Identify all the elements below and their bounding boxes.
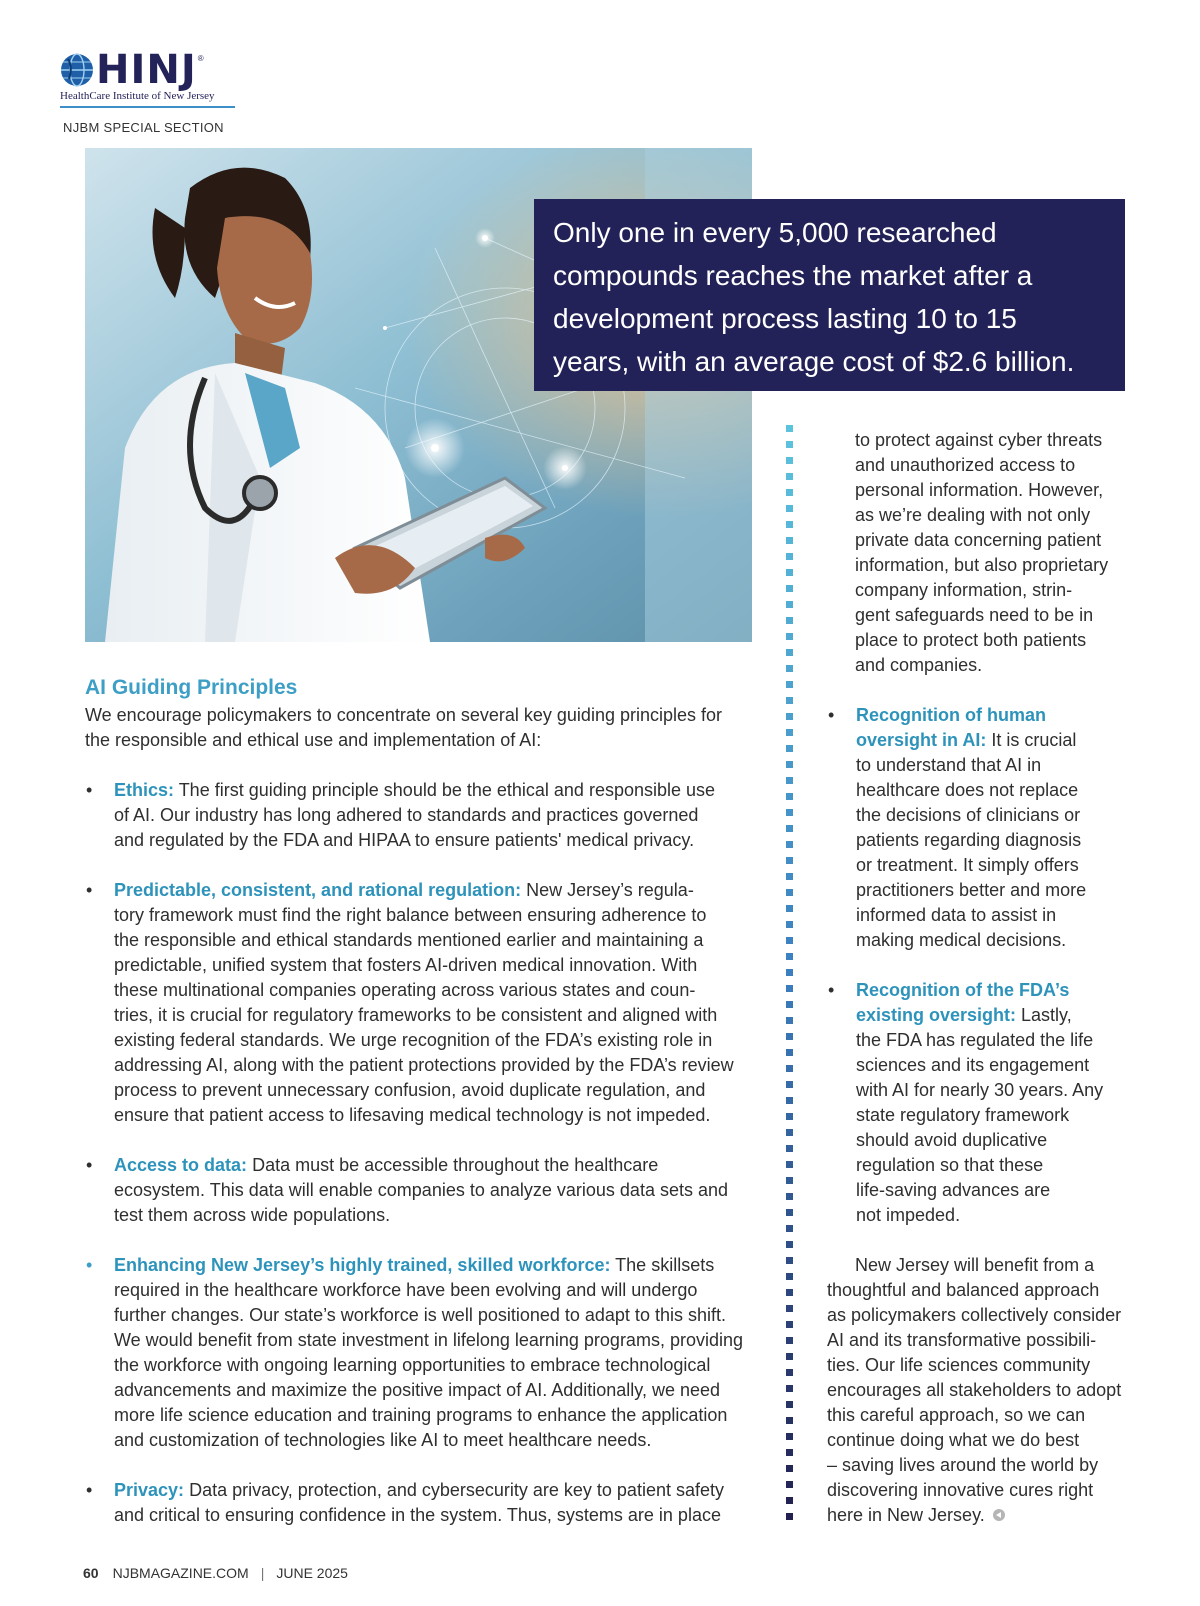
divider-dot bbox=[786, 489, 793, 496]
divider-dot bbox=[786, 1305, 793, 1312]
divider-dot bbox=[786, 1273, 793, 1280]
divider-dot bbox=[786, 1049, 793, 1056]
divider-dot bbox=[786, 841, 793, 848]
divider-dot bbox=[786, 1353, 793, 1360]
divider-dot bbox=[786, 1065, 793, 1072]
divider-dot bbox=[786, 777, 793, 784]
divider-dot bbox=[786, 553, 793, 560]
divider-dot bbox=[786, 585, 793, 592]
divider-dot bbox=[786, 953, 793, 960]
globe-icon bbox=[60, 53, 94, 87]
divider-dot bbox=[786, 873, 793, 880]
bullet-dot: • bbox=[86, 1155, 93, 1175]
divider-dot bbox=[786, 889, 793, 896]
divider-dot bbox=[786, 1449, 793, 1456]
right-column bbox=[827, 428, 1137, 1528]
divider-dot bbox=[786, 665, 793, 672]
bullet-access-to-data: • Access to data: Data must be accessible throughout the healthcare ecosystem. This data will enable companies to analyze various data sets and test them across wide populations. bbox=[86, 1155, 729, 1225]
end-of-article-icon bbox=[993, 1509, 1005, 1521]
bullet-dot: • bbox=[86, 1255, 93, 1275]
divider-dot bbox=[786, 1113, 793, 1120]
divider-dot bbox=[786, 569, 793, 576]
bullet-term: Access to data: bbox=[114, 1155, 248, 1175]
divider-dot bbox=[786, 1257, 793, 1264]
divider-dot bbox=[786, 681, 793, 688]
hinj-logo bbox=[60, 47, 235, 108]
bullet-regulation: • Predictable, consistent, and rational regulation: New Jersey’s regula- tory framework must find the right balance between ensuring adherence to the responsible and ethical standards mentioned earlier and maintaining a predictable, unified system that fosters AI-driven medical innovation. With these multinational companies operating across various states and coun- tries, it is crucial for regulatory frameworks to be consistent and aligned with existing federal standards. We urge recognition of the FDA’s existing role in addressing AI, along with the patient protections provided by the FDA’s review process to prevent unnecessary confusion, avoid duplicate regulation, and ensure that patient access to lifesaving medical technology is not impeded. bbox=[86, 880, 734, 1125]
divider-dot bbox=[786, 1497, 793, 1504]
divider-dot bbox=[786, 1001, 793, 1008]
bullet-term: Enhancing New Jersey’s highly trained, skilled workforce: bbox=[114, 1255, 611, 1275]
divider-dot bbox=[786, 457, 793, 464]
divider-dot bbox=[786, 937, 793, 944]
divider-dot bbox=[786, 745, 793, 752]
divider-dot bbox=[786, 633, 793, 640]
pull-quote-line: years, with an average cost of $2.6 billion. bbox=[553, 346, 1075, 377]
page-footer bbox=[83, 1565, 348, 1581]
divider-dot bbox=[786, 441, 793, 448]
dotted-column-divider bbox=[786, 425, 794, 1523]
divider-dot bbox=[786, 601, 793, 608]
divider-dot bbox=[786, 1369, 793, 1376]
pull-quote-line: compounds reaches the market after a bbox=[553, 260, 1033, 291]
intro-paragraph: We encourage policymakers to concentrate on several key guiding principles for the responsible and ethical use and implementation of AI: bbox=[85, 705, 723, 750]
bullet-dot: • bbox=[86, 880, 93, 900]
page-number: 60 bbox=[83, 1565, 99, 1581]
section-label: NJBM SPECIAL SECTION bbox=[63, 120, 224, 135]
divider-dot bbox=[786, 1289, 793, 1296]
closing-paragraph: New Jersey will benefit from a thoughtful and balanced approach as policymakers collectively consider AI and its transformative possibili- ties. Our life sciences community encourages all stakeholders to adopt this careful approach, so we can continue doing what we do best – saving lives around the world by discovering innovative cures right here in New Jersey. bbox=[827, 1255, 1122, 1525]
pull-quote-line: Only one in every 5,000 researched bbox=[553, 217, 997, 248]
divider-dot bbox=[786, 969, 793, 976]
bullet-dot: • bbox=[86, 1480, 93, 1500]
divider-dot bbox=[786, 1033, 793, 1040]
pull-quote-line: development process lasting 10 to 15 bbox=[553, 303, 1017, 334]
divider-dot bbox=[786, 1433, 793, 1440]
divider-dot bbox=[786, 1129, 793, 1136]
bullet-term: existing oversight: bbox=[856, 1005, 1017, 1025]
footer-separator: | bbox=[260, 1565, 265, 1581]
divider-dot bbox=[786, 793, 793, 800]
bullet-term: Privacy: bbox=[114, 1480, 185, 1500]
bullet-fda-oversight: • Recognition of the FDA’s existing oversight: Lastly, the FDA has regulated the life sciences and its engagement with AI for nearly 30 years. Any state regulatory framework should avoid duplicative regulation so that these life-saving advances are not impeded. bbox=[827, 978, 1137, 1228]
divider-dot bbox=[786, 1321, 793, 1328]
divider-dot bbox=[786, 1417, 793, 1424]
bullet-workforce: • Enhancing New Jersey’s highly trained, skilled workforce: The skillsets required in the healthcare workforce have been evolving and will undergo further changes. Our state’s workforce is well positioned to adapt to this shift. We would benefit from state investment in lifelong learning programs, providing the workforce with ongoing learning opportunities to embrace technological advancements and maximize the positive impact of AI. Additionally, we need more life science education and training programs to enhance the application and customization of technologies like AI to meet healthcare needs. bbox=[86, 1255, 743, 1450]
left-column bbox=[85, 675, 755, 1528]
bullet-ethics: • Ethics: The first guiding principle should be the ethical and responsible use of AI. Our industry has long adhered to standards and practices governed and regulated by the FDA and HIPAA to ensure patients' medical privacy. bbox=[86, 780, 716, 850]
divider-dot bbox=[786, 1193, 793, 1200]
divider-dot bbox=[786, 1097, 793, 1104]
logo-subtitle: HealthCare Institute of New Jersey bbox=[60, 90, 235, 108]
divider-dot bbox=[786, 1337, 793, 1344]
bullet-dot: • bbox=[86, 780, 93, 800]
bullet-term: Predictable, consistent, and rational regulation: bbox=[114, 880, 522, 900]
divider-dot bbox=[786, 921, 793, 928]
divider-dot bbox=[786, 729, 793, 736]
bullet-dot: • bbox=[828, 980, 835, 1000]
privacy-continuation: to protect against cyber threats and unauthorized access to personal information. However, as we’re dealing with not only private data concerning patient information, but also proprietary company information, strin- gent safeguards need to be in place to protect both patients and companies. bbox=[855, 430, 1109, 675]
divider-dot bbox=[786, 1177, 793, 1184]
divider-dot bbox=[786, 1017, 793, 1024]
bullet-term: Recognition of human bbox=[856, 705, 1046, 725]
divider-dot bbox=[786, 537, 793, 544]
divider-dot bbox=[786, 1081, 793, 1088]
divider-dot bbox=[786, 825, 793, 832]
divider-dot bbox=[786, 649, 793, 656]
divider-dot bbox=[786, 505, 793, 512]
section-heading: AI Guiding Principles bbox=[85, 676, 298, 699]
bullet-term: Ethics: bbox=[114, 780, 175, 800]
divider-dot bbox=[786, 905, 793, 912]
bullet-term: oversight in AI: bbox=[856, 730, 987, 750]
divider-dot bbox=[786, 809, 793, 816]
footer-site: NJBMAGAZINE.COM bbox=[112, 1565, 249, 1581]
bullet-human-oversight: • Recognition of human oversight in AI: It is crucial to understand that AI in healthcare does not replace the decisions of clinicians or patients regarding diagnosis or treatment. It simply offers practitioners better and more informed data to assist in making medical decisions. bbox=[827, 703, 1137, 953]
divider-dot bbox=[786, 1465, 793, 1472]
divider-dot bbox=[786, 1225, 793, 1232]
divider-dot bbox=[786, 1209, 793, 1216]
divider-dot bbox=[786, 697, 793, 704]
divider-dot bbox=[786, 1481, 793, 1488]
divider-dot bbox=[786, 985, 793, 992]
divider-dot bbox=[786, 1513, 793, 1520]
bullet-privacy: • Privacy: Data privacy, protection, and cybersecurity are key to patient safety and critical to ensuring confidence in the system. Thus, systems are in place bbox=[86, 1480, 724, 1525]
divider-dot bbox=[786, 1241, 793, 1248]
divider-dot bbox=[786, 617, 793, 624]
footer-issue: JUNE 2025 bbox=[276, 1565, 348, 1581]
divider-dot bbox=[786, 761, 793, 768]
divider-dot bbox=[786, 1161, 793, 1168]
bullet-term: Recognition of the FDA’s bbox=[856, 980, 1070, 1000]
divider-dot bbox=[786, 473, 793, 480]
divider-dot bbox=[786, 425, 793, 432]
divider-dot bbox=[786, 1385, 793, 1392]
divider-dot bbox=[786, 521, 793, 528]
divider-dot bbox=[786, 713, 793, 720]
logo-wordmark: HINJ bbox=[96, 47, 197, 93]
pull-quote bbox=[534, 199, 1125, 391]
divider-dot bbox=[786, 1401, 793, 1408]
divider-dot bbox=[786, 857, 793, 864]
bullet-dot: • bbox=[828, 705, 835, 725]
registered-mark: ® bbox=[197, 54, 204, 63]
divider-dot bbox=[786, 1145, 793, 1152]
